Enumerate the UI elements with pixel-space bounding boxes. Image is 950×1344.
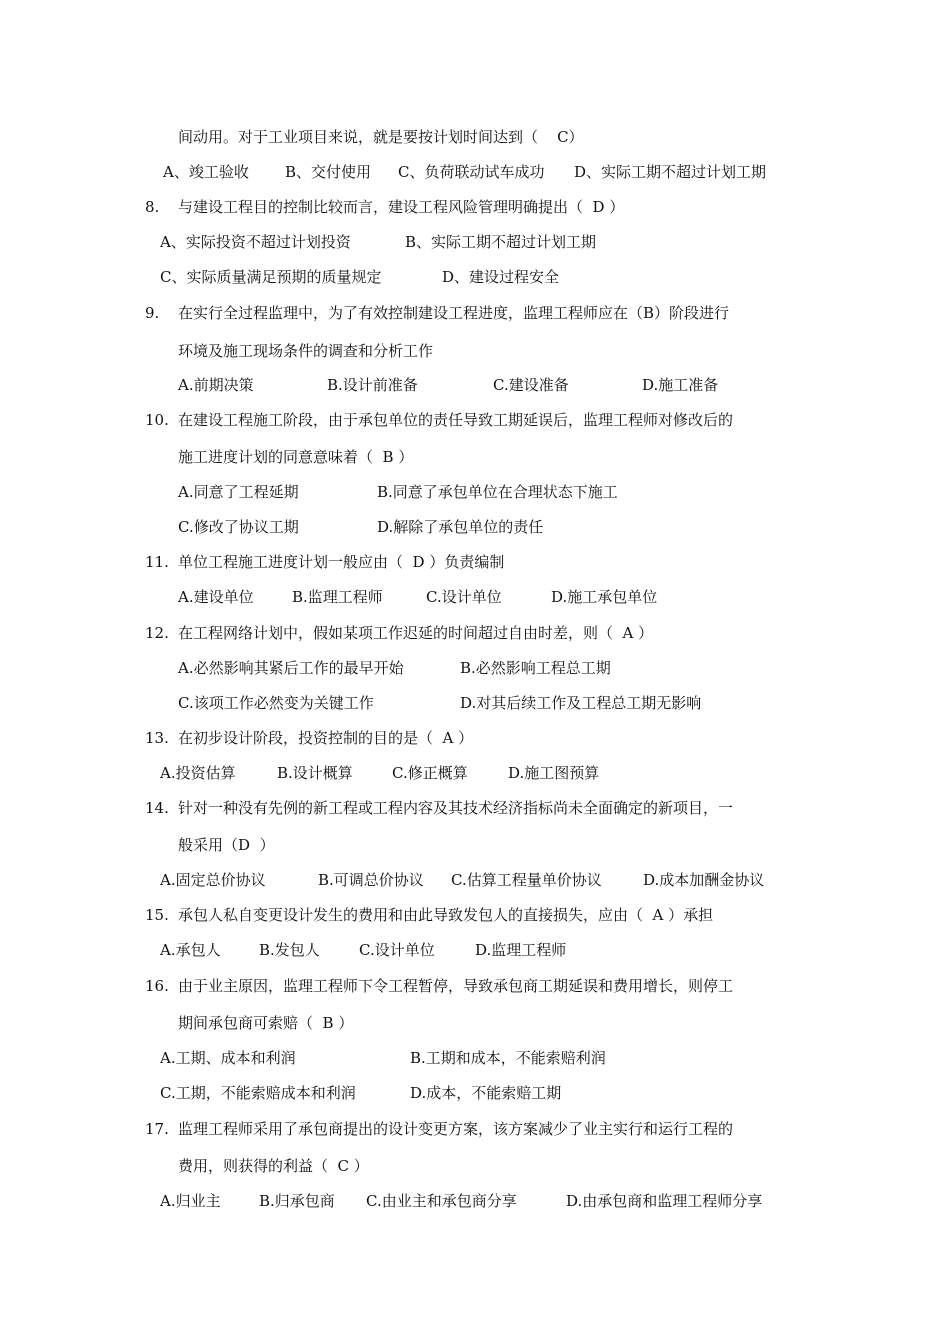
q10-option-d: D.解除了承包单位的责任 — [377, 518, 544, 536]
q9-stem-line1: 在实行全过程监理中，为了有效控制建设工程进度，监理工程师应在（B）阶段进行 — [178, 304, 730, 322]
q9-option-d: D.施工准备 — [642, 376, 719, 394]
q10-stem-line2: 施工进度计划的同意意味着（ B ） — [178, 448, 414, 466]
q7-option-a: A、竣工验收 — [163, 163, 249, 181]
q8-option-d: D、建设过程安全 — [442, 268, 560, 286]
q12-number: 12. — [145, 624, 169, 642]
q11-option-b: B.监理工程师 — [292, 588, 383, 606]
q16-option-d: D.成本，不能索赔工期 — [410, 1084, 562, 1102]
q13-option-d: D.施工图预算 — [508, 764, 600, 782]
q13-option-c: C.修正概算 — [392, 764, 468, 782]
q14-option-c: C.估算工程量单价协议 — [451, 871, 602, 889]
q15-number: 15. — [145, 906, 169, 924]
q14-option-a: A.固定总价协议 — [160, 871, 266, 889]
q16-option-c: C.工期，不能索赔成本和利润 — [160, 1084, 356, 1102]
q11-stem: 单位工程施工进度计划一般应由（ D ）负责编制 — [178, 553, 505, 571]
q15-option-a: A.承包人 — [160, 941, 221, 959]
q10-option-b: B.同意了承包单位在合理状态下施工 — [377, 483, 618, 501]
q14-stem-line2: 般采用（D ） — [178, 836, 275, 854]
q10-option-c: C.修改了协议工期 — [178, 518, 299, 536]
q9-option-c: C.建设准备 — [493, 376, 569, 394]
q17-option-d: D.由承包商和监理工程师分享 — [566, 1192, 763, 1210]
q14-option-b: B.可调总价协议 — [318, 871, 424, 889]
q12-stem: 在工程网络计划中，假如某项工作迟延的时间超过自由时差，则（ A ） — [178, 624, 654, 642]
q16-stem-line1: 由于业主原因，监理工程师下令工程暂停，导致承包商工期延误和费用增长，则停工 — [178, 977, 734, 995]
q7-option-d: D、实际工期不超过计划工期 — [574, 163, 767, 181]
q14-option-d: D.成本加酬金协议 — [643, 871, 765, 889]
q12-option-d: D.对其后续工作及工程总工期无影响 — [460, 694, 702, 712]
q10-option-a: A.同意了工程延期 — [178, 483, 299, 501]
q8-number: 8. — [145, 198, 160, 216]
q17-option-b: B.归承包商 — [259, 1192, 335, 1210]
q7-option-c: C、负荷联动试车成功 — [398, 163, 545, 181]
q15-option-d: D.监理工程师 — [475, 941, 567, 959]
q8-option-c: C、实际质量满足预期的质量规定 — [160, 268, 382, 286]
q7-option-b: B、交付使用 — [285, 163, 372, 181]
q8-option-b: B、实际工期不超过计划工期 — [405, 233, 597, 251]
q12-option-b: B.必然影响工程总工期 — [460, 659, 611, 677]
q13-option-a: A.投资估算 — [160, 764, 236, 782]
q11-option-a: A.建设单位 — [178, 588, 254, 606]
q12-option-c: C.该项工作必然变为关键工作 — [178, 694, 374, 712]
q9-option-a: A.前期决策 — [178, 376, 254, 394]
q13-number: 13. — [145, 729, 169, 747]
q15-option-c: C.设计单位 — [359, 941, 435, 959]
q9-stem-line2: 环境及施工现场条件的调查和分析工作 — [178, 342, 434, 360]
q17-stem-line2: 费用，则获得的利益（ C ） — [178, 1157, 369, 1175]
q11-option-c: C.设计单位 — [426, 588, 502, 606]
q11-number: 11. — [145, 553, 169, 571]
q10-stem-line1: 在建设工程施工阶段，由于承包单位的责任导致工期延误后，监理工程师对修改后的 — [178, 411, 734, 429]
q9-number: 9. — [145, 304, 160, 322]
q12-option-a: A.必然影响其紧后工作的最早开始 — [178, 659, 404, 677]
q17-number: 17. — [145, 1120, 169, 1138]
q16-option-a: A.工期、成本和利润 — [160, 1049, 296, 1067]
q15-stem: 承包人私自变更设计发生的费用和由此导致发包人的直接损失，应由（ A ）承担 — [178, 906, 714, 924]
q8-option-a: A、实际投资不超过计划投资 — [160, 233, 351, 251]
q13-option-b: B.设计概算 — [277, 764, 353, 782]
q17-option-c: C.由业主和承包商分享 — [366, 1192, 517, 1210]
q17-stem-line1: 监理工程师采用了承包商提出的设计变更方案，该方案减少了业主实行和运行工程的 — [178, 1120, 734, 1138]
q14-stem-line1: 针对一种没有先例的新工程或工程内容及其技术经济指标尚未全面确定的新项目，一 — [178, 799, 734, 817]
q13-stem: 在初步设计阶段，投资控制的目的是（ A ） — [178, 729, 474, 747]
q7-stem-continuation: 间动用。对于工业项目来说，就是要按计划时间达到（ C） — [178, 128, 584, 146]
q16-option-b: B.工期和成本，不能索赔利润 — [410, 1049, 606, 1067]
q8-stem: 与建设工程目的控制比较而言，建设工程风险管理明确提出（ D ） — [178, 198, 625, 216]
q17-option-a: A.归业主 — [160, 1192, 221, 1210]
q15-option-b: B.发包人 — [259, 941, 320, 959]
q10-number: 10. — [145, 411, 169, 429]
q16-number: 16. — [145, 977, 169, 995]
q16-stem-line2: 期间承包商可索赔（ B ） — [178, 1014, 354, 1032]
q11-option-d: D.施工承包单位 — [551, 588, 658, 606]
q9-option-b: B.设计前准备 — [327, 376, 418, 394]
q14-number: 14. — [145, 799, 169, 817]
